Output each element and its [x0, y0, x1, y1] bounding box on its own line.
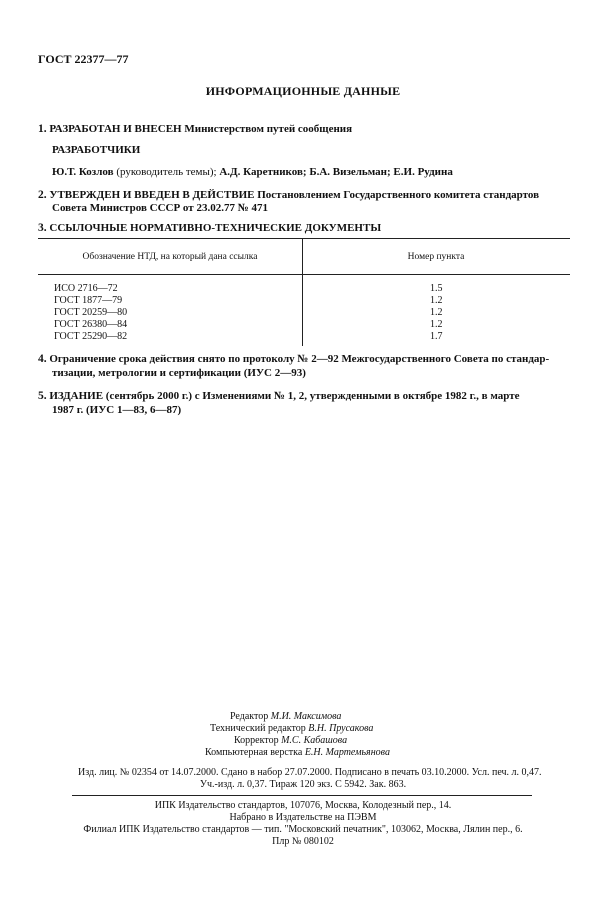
item-2-number: 2.: [38, 189, 47, 201]
imprint-line-6: Плр № 080102: [272, 836, 334, 847]
item-2-line2: Совета Министров СССР от 23.02.77 № 471: [52, 202, 268, 214]
table-cell-doc: ГОСТ 1877—79: [54, 295, 123, 306]
table-top-rule: [38, 238, 570, 239]
table-cell-clause: 1.2: [430, 307, 443, 318]
table-col-doc: Обозначение НТД, на который дана ссылка: [82, 252, 258, 262]
page-title: ИНФОРМАЦИОННЫЕ ДАННЫЕ: [205, 84, 401, 98]
developers-label: РАЗРАБОТЧИКИ: [52, 144, 141, 156]
imprint-line-3: ИПК Издательство стандартов, 107076, Москва, Колодезный пер., 14.: [154, 800, 452, 811]
item-3-lead: ССЫЛОЧНЫЕ НОРМАТИВНО-ТЕХНИЧЕСКИЕ ДОКУМЕНТЫ: [49, 222, 382, 234]
table-row: [430, 283, 443, 343]
item-1: [38, 123, 352, 135]
item-5: [38, 390, 520, 402]
item-2-lead: УТВЕРЖДЕН И ВВЕДЕН В ДЕЙСТВИЕ: [49, 189, 255, 201]
imprint-tech-editor: Технический редактор В.Н. Прусакова: [210, 723, 374, 734]
table-cell-doc: ГОСТ 20259—80: [54, 307, 128, 318]
item-1-lead: РАЗРАБОТАН И ВНЕСЕН: [49, 123, 182, 135]
item-4-number: 4.: [38, 353, 47, 365]
table-cell-clause: 1.7: [430, 331, 443, 342]
developer-1-role: (руководитель темы);: [116, 166, 217, 178]
developer-2: А.Д. Каретников;: [219, 166, 307, 178]
table-cell-clause: 1.2: [430, 295, 443, 306]
imprint-line-2: Уч.-изд. л. 0,37. Тираж 120 экз. С 5942. Зак. 863.: [199, 779, 407, 790]
developer-4: Е.И. Рудина: [393, 166, 453, 178]
imprint-line-5: Филиал ИПК Издательство стандартов — тип. "Московский печатник", 103062, Москва, Лялин пер., 6.: [83, 824, 523, 835]
table-cell-clause: 1.2: [430, 319, 443, 330]
imprint-layout: Компьютерная верстка Е.Н. Мартемьянова: [205, 747, 390, 758]
document-code: ГОСТ 22377—77: [38, 52, 129, 66]
imprint-divider: [72, 795, 532, 796]
developers-list: [52, 166, 453, 178]
item-1-text: Министерством путей сообщения: [184, 123, 353, 135]
imprint-line-1: Изд. лиц. № 02354 от 14.07.2000. Сдано в набор 27.07.2000. Подписано в печать 03.10.2000. Усл. печ. л. 0,47.: [78, 767, 542, 778]
item-4: [38, 353, 549, 365]
item-5-line2: 1987 г. (ИУС 1—83, 6—87): [52, 404, 182, 416]
item-2: [38, 189, 539, 201]
table-cell-doc: ГОСТ 25290—82: [54, 331, 128, 342]
item-5-text: ИЗДАНИЕ (сентябрь 2000 г.) с Изменениями № 1, 2, утвержденными в октябре 1982 г., в марте: [49, 390, 520, 402]
table-cell-clause: 1.5: [430, 283, 443, 294]
imprint-line-4: Набрано в Издательстве на ПЭВМ: [229, 812, 377, 823]
developer-1: Ю.Т. Козлов: [52, 166, 114, 178]
item-5-number: 5.: [38, 390, 47, 402]
item-1-number: 1.: [38, 123, 47, 135]
imprint-corrector: Корректор М.С. Кабашова: [234, 735, 348, 746]
table-row: [54, 283, 127, 343]
table-header-rule: [38, 274, 570, 275]
table-cell-doc: ИСО 2716—72: [54, 283, 118, 294]
item-2-text: Постановлением Государственного комитета стандартов: [257, 189, 540, 201]
table-cell-doc: ГОСТ 26380—84: [54, 319, 128, 330]
item-3-number: 3.: [38, 222, 47, 234]
imprint-editor: Редактор М.И. Максимова: [230, 711, 342, 722]
developer-3: Б.А. Визельман;: [309, 166, 391, 178]
item-4-text: Ограничение срока действия снято по протоколу № 2—92 Межгосударственного Совета по стандар-: [49, 353, 550, 365]
item-4-line2: тизации, метрологии и сертификации (ИУС 2—93): [52, 367, 306, 379]
table-col-clause: Номер пункта: [407, 252, 465, 262]
item-3: [38, 222, 381, 234]
